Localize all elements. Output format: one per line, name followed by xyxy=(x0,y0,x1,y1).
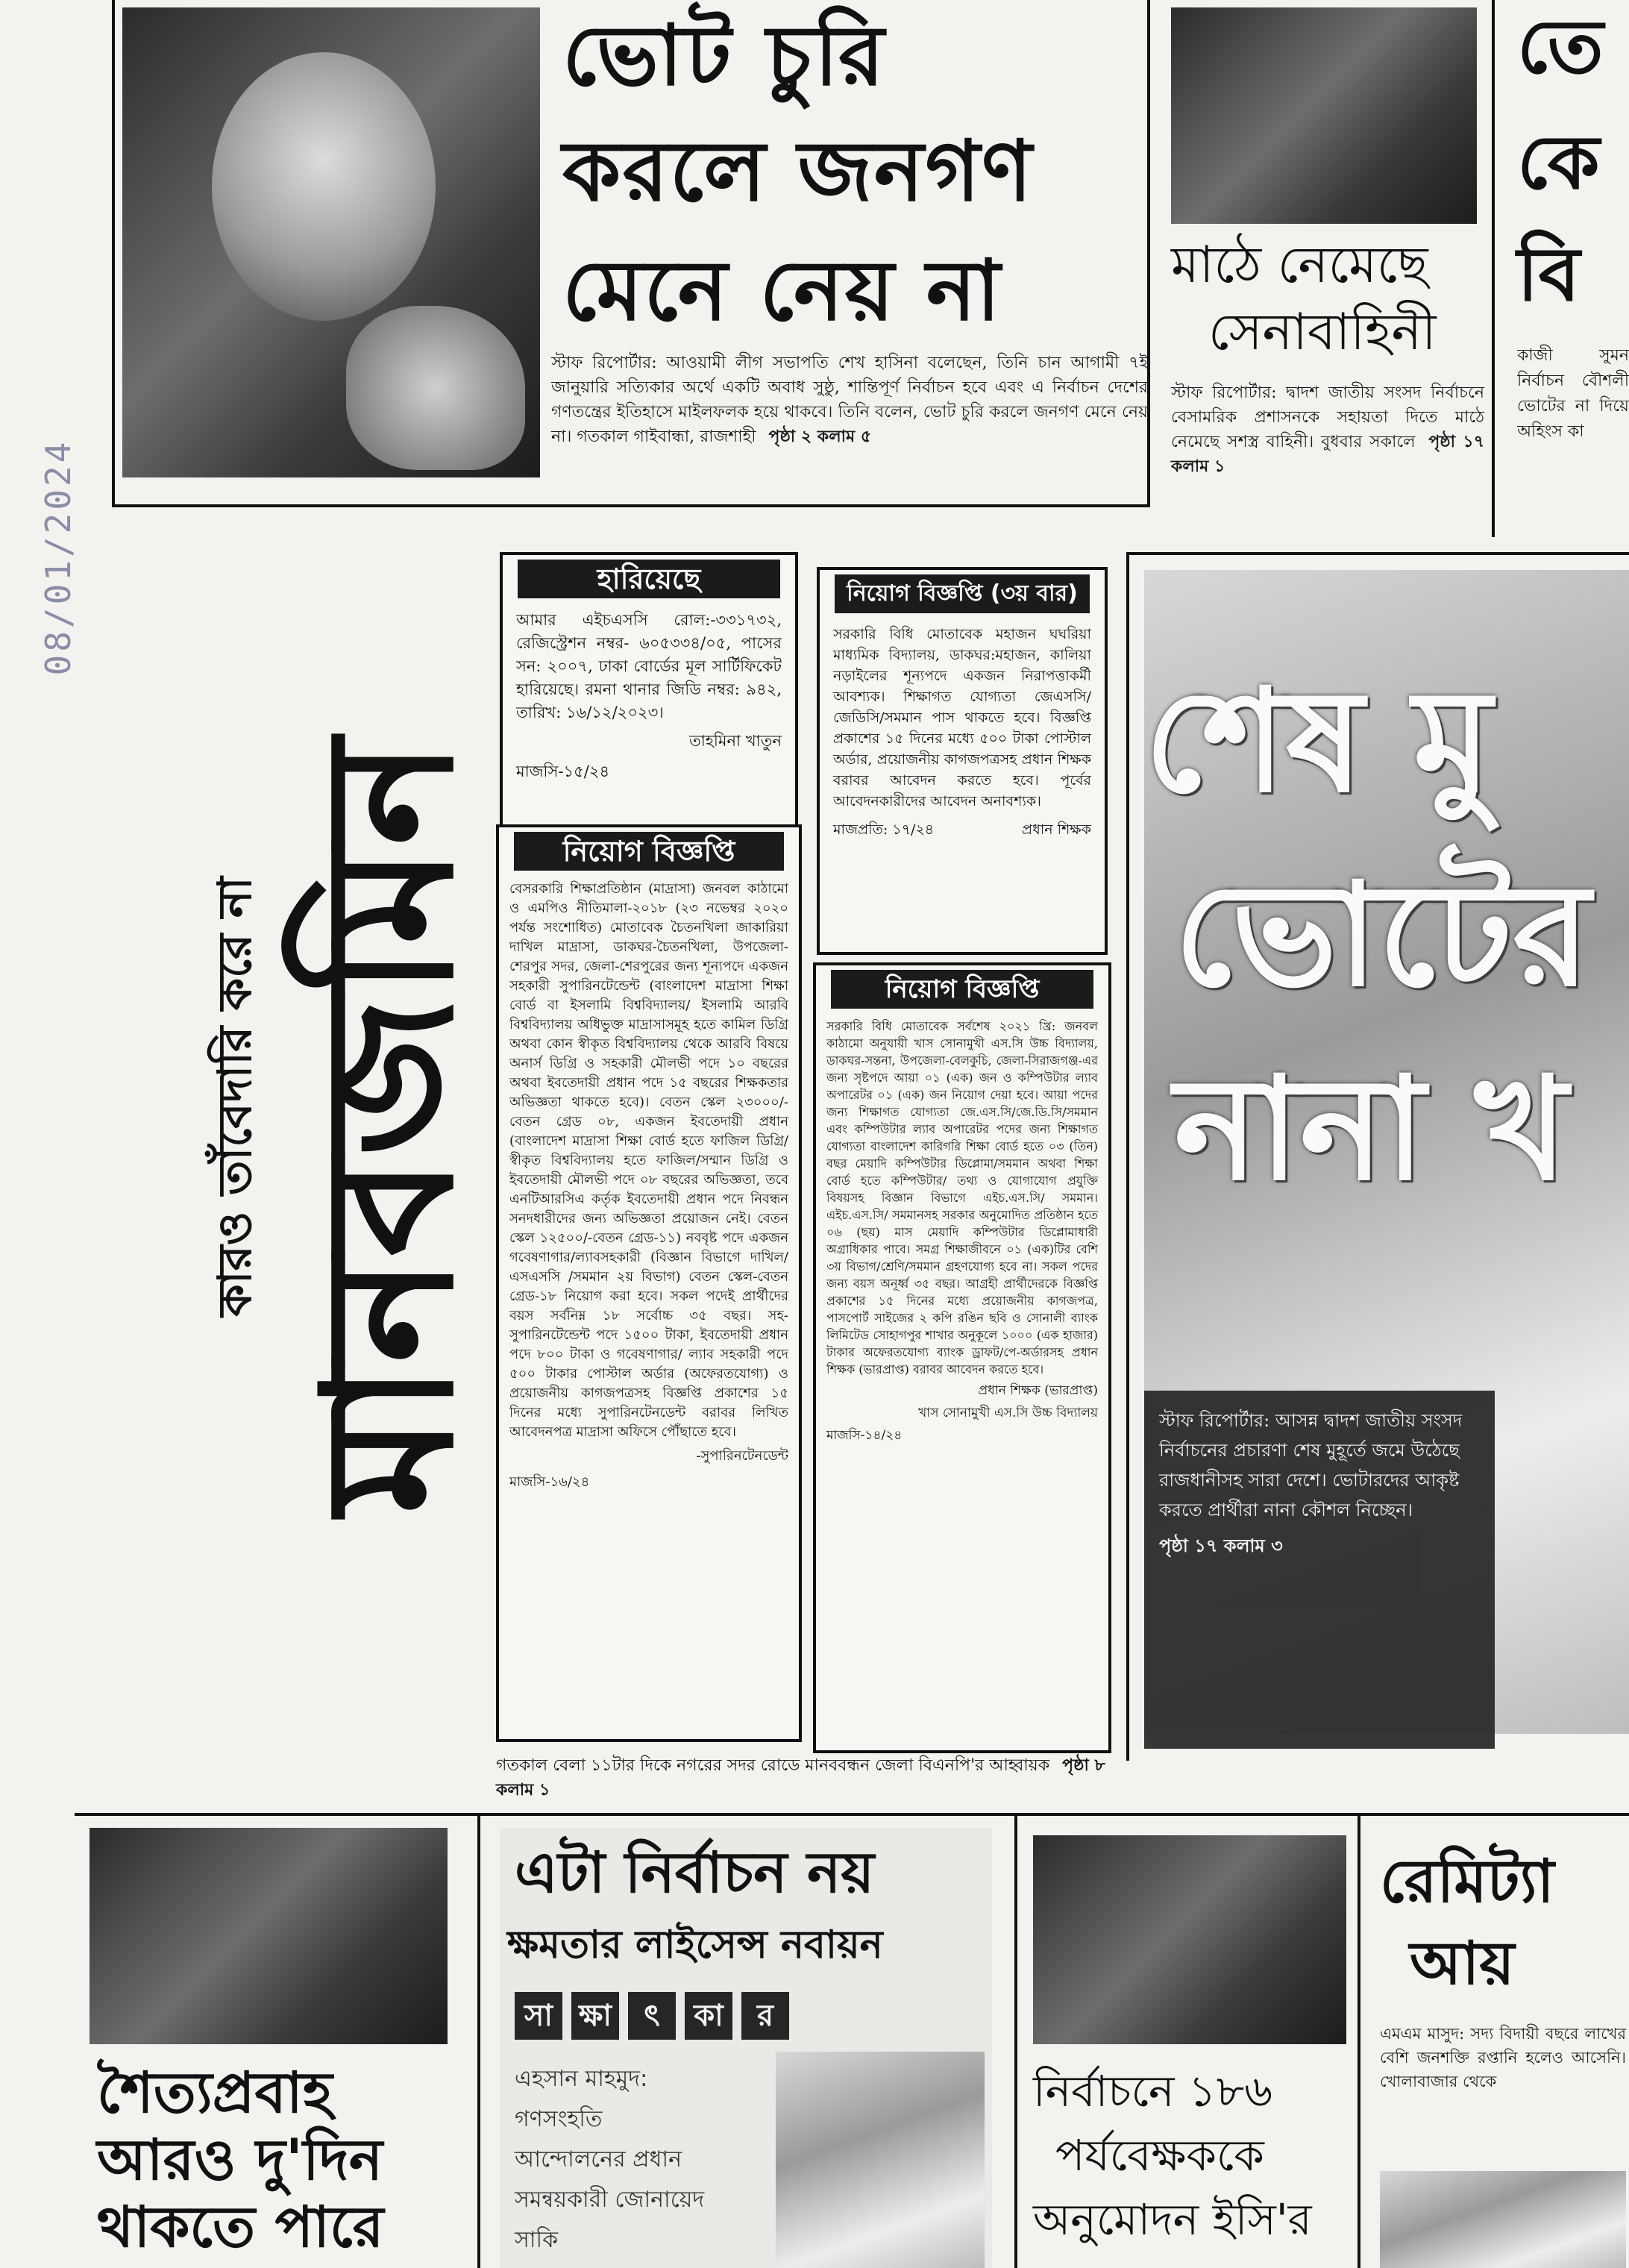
notice-guard-footer xyxy=(820,815,1105,848)
bnp-continuation-text: গতকাল বেলা ১১টার দিকে নগরের সদর রোডে মানববন্ধন জেলা বিএনপি'র আহ্বায়ক xyxy=(496,1756,1050,1775)
notice-lost xyxy=(500,552,798,828)
masthead-name: মানবজমিন xyxy=(283,739,493,1514)
top-story-photo xyxy=(122,7,540,477)
notice-lost-signature: তাহমিনা খাতুন xyxy=(688,732,782,750)
army-jump: পৃষ্ঠা ১৭ কলাম ১ xyxy=(1171,432,1485,476)
army-photo xyxy=(1171,7,1477,224)
bnp-continuation xyxy=(496,1753,1108,1805)
observer-story xyxy=(1026,1820,1354,2268)
notice-lost-code: মাজসি-১৫/২৪ xyxy=(516,762,610,780)
notice-lost-body: আমার এইচএসসি রোল:-৩৩১৭৩২, রেজিস্ট্রেশন নম্বর- ৬০৫৩৩৪/০৫, পাসের সন: ২০০৭, ঢাকা বোর্ডের মূল সার্টিফিকেট হারিয়েছে। রমনা থানার জিডি নম্বর: ৯৪২, তারিখ: ১৬/১২/২০২৩। xyxy=(516,611,782,721)
notice-school-code: মাজসি-১৪/২৪ xyxy=(826,1428,903,1443)
notice-madrasa-title: নিয়োগ বিজ্ঞপ্তি xyxy=(514,832,784,871)
cold-photo xyxy=(90,1828,448,2044)
army-body-text: স্টাফ রিপোর্টার: দ্বাদশ জাতীয় সংসদ নির্বাচনে বেসামরিক প্রশাসনকে সহায়তা দিতে মাঠে নেমেছে সশস্ত্র বাহিনী। বুধবার সকালে xyxy=(1171,383,1484,451)
masthead-tagline: কারও তাঁবেদারি করে না xyxy=(207,877,262,1317)
observer-headline-line1: নির্বাচনে ১৮৬ xyxy=(1033,2066,1272,2117)
poster-body-block xyxy=(1144,1391,1495,1749)
license-byline xyxy=(515,2059,768,2268)
byline-line: এহসান মাহমুদ: xyxy=(515,2066,648,2092)
bnp-continuation-jump: পৃষ্ঠা ৮ কলাম ১ xyxy=(496,1755,1105,1799)
remittance-headline-line1: রেমিট্যা xyxy=(1380,1846,1554,1916)
poster-story xyxy=(1126,552,1629,1761)
army-headline-line2: সেনাবাহিনী xyxy=(1208,303,1437,362)
top-story-body xyxy=(551,351,1148,500)
series-letter: কা xyxy=(685,1992,732,2040)
remittance-photo xyxy=(1380,2171,1626,2268)
photo-hand xyxy=(346,306,525,470)
notice-school-address: খাস সোনামুখী এস.সি উচ্চ বিদ্যালয় xyxy=(918,1406,1098,1420)
handwritten-date-stamp xyxy=(6,418,103,701)
observer-photo xyxy=(1033,1835,1346,2044)
notice-guard-body: সরকারি বিধি মোতাবেক মহাজন ঘঘরিয়া মাধ্যমিক বিদ্যালয়, ডাকঘর:মহাজন, কালিয়া নড়াইলের শূন্যপদে একজন নিরাপত্তাকর্মী আবশ্যক। শিক্ষাগত যোগ্যতা জেএসসি/জেডিসি/সমমান পাস থাকতে হবে। বিজ্ঞপ্তি প্রকাশের ১৫ দিনের মধ্যে ৫০০ টাকা পোস্টাল অর্ডার, প্রয়োজনীয় কাগজপত্রসহ প্রধান শিক্ষক বরাবর আবেদন করতে হবে। পূর্বের আবেদনকারীদের আবেদন অনাবশ্যক। xyxy=(833,626,1091,809)
top-story-body-text: স্টাফ রিপোর্টার: আওয়ামী লীগ সভাপতি শেখ হাসিনা বলেছেন, তিনি চান আগামী ৭ই জানুয়ারি সত্যিকার অর্থে একটি অবাধ সুষ্ঠু, শান্তিপূর্ণ নির্বাচন হবে এবং এ নির্বাচন দেশের গণতন্ত্রের ইতিহাসে মাইলফলক হয়ে থাকবে। তিনি বলেন, ভোট চুরি করলে জনগণ মেনে নেয় না। গতকাল গাইবান্ধা, রাজশাহী xyxy=(551,354,1148,446)
poster-headline-line2: ভোটের xyxy=(1174,853,1591,1018)
notice-madrasa-signature: -সুপারিনটেনডেন্ট xyxy=(696,1448,788,1464)
poster-headline xyxy=(1144,645,1629,1391)
poster-body: স্টাফ রিপোর্টার: আসন্ন দ্বাদশ জাতীয় সংসদ নির্বাচনের প্রচারণা শেষ মুহূর্তে জমে উঠেছে রাজধানীসহ সারা দেশে। ভোটারদের আকৃষ্ট করতে প্রার্থীরা নানা কৌশল নিচ্ছেন। xyxy=(1159,1410,1463,1520)
top-headline-line3: মেনে নেয় না xyxy=(562,242,1002,339)
top-story xyxy=(112,0,1150,507)
right-edge-story xyxy=(1492,0,1629,537)
series-letter: ক্ষা xyxy=(571,1992,619,2040)
right-edge-headline-3: বি xyxy=(1517,231,1581,318)
divider-rule xyxy=(1358,1813,1360,2268)
divider-rule xyxy=(1014,1813,1017,2268)
remittance-story xyxy=(1365,1820,1629,2268)
notice-madrasa-code: মাজসি-১৬/২৪ xyxy=(509,1474,590,1490)
poster-headline-line3: নানা খ xyxy=(1174,1047,1568,1212)
remittance-headline-line2: আয় xyxy=(1410,1929,1515,1998)
observer-headline-line2: পর্যবেক্ষককে xyxy=(1055,2130,1264,2181)
divider-rule xyxy=(477,1813,480,2268)
notice-lost-title: হারিয়েছে xyxy=(518,560,780,598)
masthead xyxy=(112,537,493,1716)
byline-line: গণসংহতি xyxy=(515,2106,603,2132)
remittance-body: এমএম মাসুদ: সদ্য বিদায়ী বছরে লাখের বেশি জনশক্তি রপ্তানি হলেও আসেনি। খোলাবাজার থেকে xyxy=(1380,2025,1626,2090)
cold-headline-line3: থাকতে পারে xyxy=(97,2193,384,2260)
series-letter: ৎ xyxy=(628,1992,676,2040)
notice-guard xyxy=(817,567,1108,955)
license-headline-line2: ক্ষমতার লাইসেন্স নবায়ন xyxy=(507,1923,883,1967)
byline-line: সাকি xyxy=(515,2227,559,2253)
notice-guard-code: মাজপ্রতি: ১৭/২৪ xyxy=(833,821,935,838)
byline-line: সমন্বয়কারী জোনায়েদ xyxy=(515,2187,705,2213)
masthead-name-wrap xyxy=(283,537,493,1716)
masthead-tagline-wrap xyxy=(194,686,276,1507)
army-story xyxy=(1164,0,1492,537)
license-series-strip xyxy=(515,1992,813,2044)
cold-headline-line1: শৈত্যপ্রবাহ xyxy=(97,2059,333,2126)
right-edge-headline-1: তে xyxy=(1517,3,1604,90)
divider-rule xyxy=(75,1813,1629,1816)
top-headline-line1: ভোট চুরি xyxy=(562,7,888,104)
observer-headline-line3: অনুমোদন ইসি'র xyxy=(1033,2194,1312,2245)
license-story xyxy=(500,1828,992,2268)
series-letter: সা xyxy=(515,1992,562,2040)
top-story-jump: পৃষ্ঠা ২ কলাম ৫ xyxy=(768,427,872,446)
army-body xyxy=(1171,380,1484,530)
notice-school-body: সরকারি বিধি মোতাবেক সর্বশেষ ২০২১ খ্রি: জনবল কাঠামো অনুযায়ী খাস সোনামুখী এস.সি উচ্চ বিদ্যালয়, ডাকঘর-সন্তনা, উপজেলা-বেলকুচি, জেলা-সিরাজগঞ্জ-এর জন্য সৃষ্টপদে আয়া ০১ (এক) জন ও কম্পিউটার ল্যাব অপারেটর ০১ (এক) জন নিয়োগ দেয়া হবে। আয়া পদের জন্য শিক্ষাগত যোগ্যতা জে.এস.সি/জে.ডি.সি/সমমান এবং কম্পিউটার ল্যাব অপারেটর পদের জন্য শিক্ষাগত যোগ্যতা বাংলাদেশ কারিগরি শিক্ষা বোর্ড হতে ০৩ (তিন) বছর মেয়াদি কম্পিউটার ডিপ্লোমা/সমমান অথবা শিক্ষা বোর্ড হতে কম্পিউটার/ তথ্য ও যোগাযোগ প্রযুক্তি বিষয়সহ বিজ্ঞান বিভাগে এইচ.এস.সি/ সমমান। এইচ.এস.সি/ সমমানসহ সরকার অনুমোদিত প্রতিষ্ঠান হতে ০৬ (ছয়) মাস মেয়াদি কম্পিউটার ডিপ্লোমাধারী অগ্রাধিকার পাবে। সমগ্র শিক্ষাজীবনে ০১ (এক)টির বেশি ৩য় বিভাগ/শ্রেণি/সমমান গ্রহণযোগ্য হবে না। সকল পদের জন্য বয়স অনূর্ধ্ব ৩৫ বছর। আগ্রহী প্রার্থীদেরকে বিজ্ঞপ্তি প্রকাশের ১৫ দিনের মধ্যে প্রয়োজনীয় কাগজপত্র, পাসপোর্ট সাইজের ২ কপি রঙিন ছবি ও সোনালী ব্যাংক লিমিটেড সোহাগপুর শাখার অনুকূলে ১০০০ (এক হাজার) টাকার অফেরতযোগ্য ব্যাংক ড্রাফট/পে-অর্ডারসহ প্রধান শিক্ষক (ভারপ্রাপ্ত) বরাবর আবেদন করতে হবে। xyxy=(826,1019,1098,1376)
notice-school-signature: প্রধান শিক্ষক (ভারপ্রাপ্ত) xyxy=(978,1383,1098,1398)
notice-guard-signature: প্রধান শিক্ষক xyxy=(1021,821,1091,838)
date-stamp-text: 08/01/2024 xyxy=(38,439,78,676)
notice-guard-title: নিয়োগ বিজ্ঞপ্তি (৩য় বার) xyxy=(835,574,1090,613)
notice-school xyxy=(813,962,1111,1753)
right-edge-body: কাজী সুমন নির্বাচন বৌশলী ভোটের না দিয়ে অহিংস কা xyxy=(1517,346,1629,441)
poster-jump: পৃষ্ঠা ১৭ কলাম ৩ xyxy=(1159,1535,1283,1556)
photo-face xyxy=(212,52,436,321)
top-story-headline xyxy=(562,0,1144,358)
notice-madrasa xyxy=(496,824,802,1742)
cold-headline-line2: আরও দু'দিন xyxy=(97,2126,383,2193)
right-edge-headline-2: কে xyxy=(1517,119,1600,206)
army-headline-line1: মাঠে নেমেছে xyxy=(1171,236,1428,295)
cold-story xyxy=(82,1820,470,2268)
license-photo xyxy=(776,2052,985,2268)
byline-line: আন্দোলনের প্রধান xyxy=(515,2146,682,2173)
notice-school-title: নিয়োগ বিজ্ঞপ্তি xyxy=(831,970,1093,1009)
notice-madrasa-body: বেসরকারি শিক্ষাপ্রতিষ্ঠান (মাদ্রাসা) জনবল কাঠামো ও এমপিও নীতিমালা-২০১৮ (২৩ নভেম্বর ২০২০ পর্যন্ত সংশোধিত) মোতাবেক চৈতনখিলা জাকারিয়া দাখিল মাদ্রাসা, ডাকঘর-চৈতনখিলা, উপজেলা-শেরপুর সদর, জেলা-শেরপুরের জন্য শূন্যপদে একজন সহকারী সুপারিনটেন্ডেন্ট (বাংলাদেশ মাদ্রাসা শিক্ষা বোর্ড বা ইসলামি বিশ্ববিদ্যালয়/ ইসলামি আরবি বিশ্ববিদ্যালয় অধিভুক্ত মাদ্রাসাসমূহ হতে কামিল ডিগ্রি অথবা কোন স্বীকৃত বিশ্ববিদ্যালয় থেকে আরবি বিষয়ে অনার্স ডিগ্রি ও সহকারী মৌলভী পদে ১০ বছরের অথবা ইবতেদায়ী প্রধান পদে ১৫ বছরের শিক্ষকতার অভিজ্ঞতা থাকতে হবে)। বেতন স্কেল ২৩০০০/-বেতন গ্রেড ০৮, একজন ইবতেদায়ী প্রধান (বাংলাদেশ মাদ্রাসা শিক্ষা বোর্ড হতে ফাজিল ডিগ্রি/স্বীকৃত বিশ্ববিদ্যালয় হতে ফাজিল/সম্মান ডিগ্রি ও ইবতেদায়ী মৌলভী পদে ০৮ বছরের অভিজ্ঞতা, তবে এনটিআরসিএ কর্তৃক ইবতেদায়ী প্রধান পদে নিবন্ধন সনদধারীদের জন্য অভিজ্ঞতা প্রয়োজন নেই। বেতন স্কেল ১২৫০০/-বেতন গ্রেড-১১) নববৃষ্ট পদে একজন গবেষণাগার/ল্যাবসহকারী (বিজ্ঞান বিভাগে দাখিল/এসএসসি /সমমান ২য় বিভাগ) বেতন স্কেল-বেতন গ্রেড-১৮ নিয়োগ করা হবে। সকল পদেই প্রার্থীদের বয়স সর্বনিম্ন ১৮ সর্বোচ্চ ৩৫ বছর। সহ-সুপারিনটেন্ডেন্ট পদে ১৫০০ টাকা, ইবতেদায়ী প্রধান পদে ৮০০ টাকা ও গবেষণাগার/ ল্যাব সহকারী পদে ৫০০ টাকার পোস্টাল অর্ডার (অফেরতযোগ্য) ও প্রয়োজনীয় কাগজপত্রসহ বিজ্ঞপ্তি প্রকাশের ১৫ দিনের মধ্যে সুপারিনটেনডেন্ট বরাবর লিখিত আবেদনপত্র মাদ্রাসা অফিসে পৌঁছাতে হবে। xyxy=(509,881,788,1440)
top-headline-line2: করলে জনগণ xyxy=(562,123,1034,220)
license-headline-line1: এটা নির্বাচন নয় xyxy=(515,1839,875,1905)
poster-headline-line1: শেষ মু xyxy=(1144,659,1492,824)
series-letter: র xyxy=(741,1992,789,2040)
